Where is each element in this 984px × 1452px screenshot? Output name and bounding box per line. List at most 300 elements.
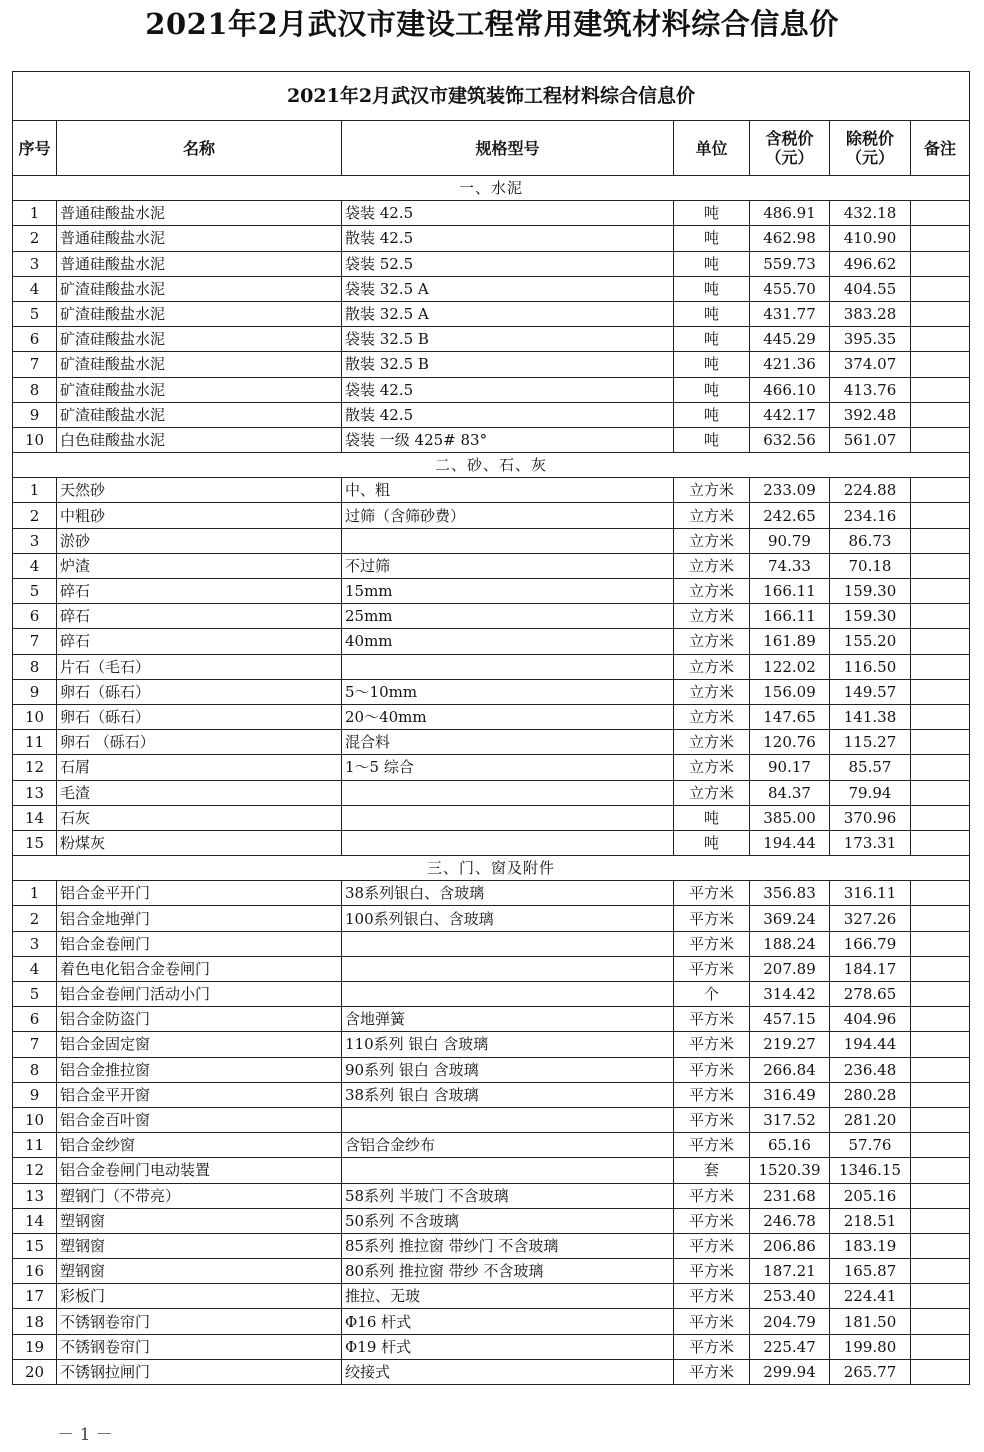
cell-price-tax-incl: 314.42 xyxy=(750,982,830,1007)
table-row xyxy=(13,377,970,402)
table-row xyxy=(13,704,970,729)
cell-price-tax-incl: 90.17 xyxy=(750,755,830,780)
cell-name: 塑钢窗 xyxy=(57,1233,342,1258)
table-row xyxy=(13,830,970,855)
cell-price-tax-incl: 84.37 xyxy=(750,780,830,805)
cell-name: 普通硅酸盐水泥 xyxy=(57,251,342,276)
cell-unit: 立方米 xyxy=(674,579,750,604)
cell-remark xyxy=(911,427,970,452)
document-title: 2021年2月武汉市建设工程常用建筑材料综合信息价 xyxy=(145,7,839,41)
cell-spec: 85系列 推拉窗 带纱门 不含玻璃 xyxy=(342,1233,674,1258)
cell-remark xyxy=(911,1107,970,1132)
cell-spec: 袋装 42.5 xyxy=(342,377,674,402)
cell-price-tax-excl: 395.35 xyxy=(830,327,911,352)
cell-no: 6 xyxy=(13,1007,57,1032)
cell-unit: 平方米 xyxy=(674,1208,750,1233)
cell-price-tax-incl: 445.29 xyxy=(750,327,830,352)
section-header-row xyxy=(13,856,970,881)
cell-spec: 100系列银白、含玻璃 xyxy=(342,906,674,931)
cell-remark xyxy=(911,906,970,931)
cell-price-tax-excl: 194.44 xyxy=(830,1032,911,1057)
cell-no: 1 xyxy=(13,881,57,906)
cell-unit: 吨 xyxy=(674,377,750,402)
cell-name: 不锈钢拉闸门 xyxy=(57,1359,342,1384)
cell-price-tax-excl: 236.48 xyxy=(830,1057,911,1082)
cell-price-tax-excl: 234.16 xyxy=(830,503,911,528)
cell-no: 12 xyxy=(13,755,57,780)
table-row xyxy=(13,1158,970,1183)
cell-spec: 含铝合金纱布 xyxy=(342,1133,674,1158)
cell-spec: 38系列 银白 含玻璃 xyxy=(342,1082,674,1107)
cell-name: 天然砂 xyxy=(57,478,342,503)
cell-unit: 平方米 xyxy=(674,1259,750,1284)
cell-price-tax-excl: 327.26 xyxy=(830,906,911,931)
cell-spec: 25mm xyxy=(342,604,674,629)
cell-name: 卵石（砾石） xyxy=(57,704,342,729)
cell-price-tax-incl: 219.27 xyxy=(750,1032,830,1057)
cell-remark xyxy=(911,881,970,906)
cell-name: 炉渣 xyxy=(57,553,342,578)
table-row xyxy=(13,629,970,654)
cell-price-tax-excl: 561.07 xyxy=(830,427,911,452)
cell-price-tax-incl: 421.36 xyxy=(750,352,830,377)
cell-price-tax-excl: 224.88 xyxy=(830,478,911,503)
cell-remark xyxy=(911,730,970,755)
cell-no: 7 xyxy=(13,352,57,377)
cell-remark xyxy=(911,528,970,553)
table-row xyxy=(13,276,970,301)
cell-no: 4 xyxy=(13,956,57,981)
cell-remark xyxy=(911,1233,970,1258)
table-row xyxy=(13,427,970,452)
cell-no: 14 xyxy=(13,1208,57,1233)
cell-no: 16 xyxy=(13,1259,57,1284)
cell-remark xyxy=(911,956,970,981)
cell-name: 铝合金纱窗 xyxy=(57,1133,342,1158)
cell-price-tax-excl: 496.62 xyxy=(830,251,911,276)
table-row xyxy=(13,755,970,780)
cell-spec: 80系列 推拉窗 带纱 不含玻璃 xyxy=(342,1259,674,1284)
cell-price-tax-excl: 1346.15 xyxy=(830,1158,911,1183)
cell-no: 8 xyxy=(13,654,57,679)
cell-price-tax-excl: 374.07 xyxy=(830,352,911,377)
cell-price-tax-excl: 57.76 xyxy=(830,1133,911,1158)
cell-name: 卵石 （砾石） xyxy=(57,730,342,755)
cell-name: 矿渣硅酸盐水泥 xyxy=(57,276,342,301)
cell-price-tax-excl: 410.90 xyxy=(830,226,911,251)
cell-name: 淤砂 xyxy=(57,528,342,553)
table-row xyxy=(13,579,970,604)
cell-spec: 袋装 32.5 B xyxy=(342,327,674,352)
table-row xyxy=(13,982,970,1007)
cell-remark xyxy=(911,704,970,729)
table-row xyxy=(13,1082,970,1107)
cell-unit: 立方米 xyxy=(674,503,750,528)
cell-price-tax-incl: 161.89 xyxy=(750,629,830,654)
cell-unit: 吨 xyxy=(674,301,750,326)
cell-name: 铝合金卷闸门活动小门 xyxy=(57,982,342,1007)
cell-remark xyxy=(911,629,970,654)
cell-spec: 15mm xyxy=(342,579,674,604)
table-caption: 2021年2月武汉市建筑装饰工程材料综合信息价 xyxy=(13,72,970,121)
cell-price-tax-excl: 70.18 xyxy=(830,553,911,578)
cell-price-tax-incl: 207.89 xyxy=(750,956,830,981)
cell-unit: 平方米 xyxy=(674,1309,750,1334)
cell-name: 铝合金平开门 xyxy=(57,881,342,906)
cell-unit: 平方米 xyxy=(674,1133,750,1158)
table-row xyxy=(13,478,970,503)
cell-unit: 平方米 xyxy=(674,1183,750,1208)
cell-unit: 平方米 xyxy=(674,931,750,956)
cell-spec: 过筛（含筛砂费） xyxy=(342,503,674,528)
cell-unit: 立方米 xyxy=(674,528,750,553)
cell-name: 中粗砂 xyxy=(57,503,342,528)
cell-price-tax-excl: 155.20 xyxy=(830,629,911,654)
header-unit: 单位 xyxy=(674,121,750,176)
cell-name: 碎石 xyxy=(57,629,342,654)
cell-no: 8 xyxy=(13,1057,57,1082)
cell-price-tax-excl: 392.48 xyxy=(830,402,911,427)
cell-remark xyxy=(911,579,970,604)
table-row xyxy=(13,1233,970,1258)
cell-spec: 58系列 半玻门 不含玻璃 xyxy=(342,1183,674,1208)
cell-price-tax-excl: 116.50 xyxy=(830,654,911,679)
cell-unit: 平方米 xyxy=(674,1057,750,1082)
cell-spec: 袋装 52.5 xyxy=(342,251,674,276)
cell-name: 着色电化铝合金卷闸门 xyxy=(57,956,342,981)
cell-no: 2 xyxy=(13,503,57,528)
cell-price-tax-excl: 281.20 xyxy=(830,1107,911,1132)
cell-spec: 袋装 32.5 A xyxy=(342,276,674,301)
cell-no: 1 xyxy=(13,478,57,503)
cell-price-tax-excl: 280.28 xyxy=(830,1082,911,1107)
cell-price-tax-incl: 431.77 xyxy=(750,301,830,326)
cell-spec: 20～40mm xyxy=(342,704,674,729)
section-title: 三、门、窗及附件 xyxy=(13,856,970,881)
cell-remark xyxy=(911,1133,970,1158)
cell-no: 6 xyxy=(13,604,57,629)
table-row xyxy=(13,1284,970,1309)
cell-spec: 中、粗 xyxy=(342,478,674,503)
cell-remark xyxy=(911,1057,970,1082)
cell-price-tax-incl: 486.91 xyxy=(750,201,830,226)
table-row xyxy=(13,1057,970,1082)
cell-name: 塑钢门（不带亮） xyxy=(57,1183,342,1208)
cell-unit: 平方米 xyxy=(674,1359,750,1384)
cell-spec: 1～5 综合 xyxy=(342,755,674,780)
cell-no: 1 xyxy=(13,201,57,226)
cell-remark xyxy=(911,478,970,503)
cell-no: 12 xyxy=(13,1158,57,1183)
cell-remark xyxy=(911,1208,970,1233)
table-row xyxy=(13,251,970,276)
cell-price-tax-incl: 188.24 xyxy=(750,931,830,956)
table-row xyxy=(13,956,970,981)
cell-no: 15 xyxy=(13,1233,57,1258)
cell-name: 白色硅酸盐水泥 xyxy=(57,427,342,452)
cell-no: 17 xyxy=(13,1284,57,1309)
table-row xyxy=(13,1359,970,1384)
cell-price-tax-incl: 316.49 xyxy=(750,1082,830,1107)
cell-no: 11 xyxy=(13,1133,57,1158)
cell-spec: 90系列 银白 含玻璃 xyxy=(342,1057,674,1082)
cell-price-tax-incl: 65.16 xyxy=(750,1133,830,1158)
cell-spec xyxy=(342,528,674,553)
cell-price-tax-incl: 225.47 xyxy=(750,1334,830,1359)
cell-price-tax-incl: 156.09 xyxy=(750,679,830,704)
cell-remark xyxy=(911,931,970,956)
cell-price-tax-excl: 383.28 xyxy=(830,301,911,326)
cell-price-tax-incl: 559.73 xyxy=(750,251,830,276)
cell-name: 毛渣 xyxy=(57,780,342,805)
cell-unit: 立方米 xyxy=(674,604,750,629)
cell-spec: 110系列 银白 含玻璃 xyxy=(342,1032,674,1057)
cell-price-tax-excl: 199.80 xyxy=(830,1334,911,1359)
cell-unit: 平方米 xyxy=(674,956,750,981)
cell-unit: 吨 xyxy=(674,251,750,276)
cell-price-tax-excl: 370.96 xyxy=(830,805,911,830)
table-row xyxy=(13,301,970,326)
table-row xyxy=(13,730,970,755)
cell-name: 矿渣硅酸盐水泥 xyxy=(57,301,342,326)
cell-name: 矿渣硅酸盐水泥 xyxy=(57,327,342,352)
cell-name: 铝合金百叶窗 xyxy=(57,1107,342,1132)
cell-unit: 吨 xyxy=(674,427,750,452)
header-no: 序号 xyxy=(13,121,57,176)
cell-unit: 个 xyxy=(674,982,750,1007)
table-row xyxy=(13,1309,970,1334)
cell-spec xyxy=(342,654,674,679)
cell-name: 铝合金地弹门 xyxy=(57,906,342,931)
cell-spec: 混合料 xyxy=(342,730,674,755)
cell-spec xyxy=(342,1107,674,1132)
cell-remark xyxy=(911,1082,970,1107)
cell-unit: 立方米 xyxy=(674,730,750,755)
cell-price-tax-excl: 183.19 xyxy=(830,1233,911,1258)
cell-price-tax-excl: 184.17 xyxy=(830,956,911,981)
cell-spec: 5～10mm xyxy=(342,679,674,704)
cell-unit: 平方米 xyxy=(674,1032,750,1057)
table-row xyxy=(13,931,970,956)
cell-price-tax-excl: 224.41 xyxy=(830,1284,911,1309)
cell-no: 2 xyxy=(13,226,57,251)
table-row xyxy=(13,1032,970,1057)
table-row xyxy=(13,1183,970,1208)
cell-name: 普通硅酸盐水泥 xyxy=(57,201,342,226)
cell-price-tax-incl: 147.65 xyxy=(750,704,830,729)
cell-price-tax-incl: 194.44 xyxy=(750,830,830,855)
cell-remark xyxy=(911,982,970,1007)
cell-price-tax-excl: 141.38 xyxy=(830,704,911,729)
cell-name: 不锈钢卷帘门 xyxy=(57,1309,342,1334)
cell-spec xyxy=(342,982,674,1007)
cell-name: 石灰 xyxy=(57,805,342,830)
cell-remark xyxy=(911,1158,970,1183)
cell-price-tax-excl: 413.76 xyxy=(830,377,911,402)
table-row xyxy=(13,402,970,427)
cell-spec: 绞接式 xyxy=(342,1359,674,1384)
table-row xyxy=(13,352,970,377)
cell-no: 13 xyxy=(13,1183,57,1208)
cell-name: 不锈钢卷帘门 xyxy=(57,1334,342,1359)
cell-price-tax-excl: 166.79 xyxy=(830,931,911,956)
cell-price-tax-incl: 356.83 xyxy=(750,881,830,906)
cell-spec xyxy=(342,1158,674,1183)
cell-price-tax-incl: 187.21 xyxy=(750,1259,830,1284)
cell-name: 铝合金固定窗 xyxy=(57,1032,342,1057)
cell-remark xyxy=(911,251,970,276)
cell-no: 10 xyxy=(13,1107,57,1132)
cell-spec xyxy=(342,805,674,830)
cell-unit: 吨 xyxy=(674,352,750,377)
cell-price-tax-incl: 246.78 xyxy=(750,1208,830,1233)
cell-remark xyxy=(911,276,970,301)
cell-unit: 立方米 xyxy=(674,654,750,679)
cell-price-tax-excl: 149.57 xyxy=(830,679,911,704)
cell-unit: 平方米 xyxy=(674,1007,750,1032)
cell-price-tax-excl: 115.27 xyxy=(830,730,911,755)
cell-spec xyxy=(342,780,674,805)
cell-remark xyxy=(911,1334,970,1359)
cell-unit: 立方米 xyxy=(674,704,750,729)
table-row xyxy=(13,1208,970,1233)
table-row xyxy=(13,1334,970,1359)
cell-no: 9 xyxy=(13,1082,57,1107)
cell-spec: 推拉、无玻 xyxy=(342,1284,674,1309)
table-row xyxy=(13,226,970,251)
section-header-row xyxy=(13,453,970,478)
cell-name: 塑钢窗 xyxy=(57,1208,342,1233)
cell-spec xyxy=(342,931,674,956)
cell-price-tax-incl: 166.11 xyxy=(750,604,830,629)
cell-no: 11 xyxy=(13,730,57,755)
cell-spec: Φ19 杆式 xyxy=(342,1334,674,1359)
cell-price-tax-incl: 266.84 xyxy=(750,1057,830,1082)
cell-remark xyxy=(911,1183,970,1208)
cell-name: 铝合金卷闸门电动装置 xyxy=(57,1158,342,1183)
cell-remark xyxy=(911,226,970,251)
cell-price-tax-incl: 1520.39 xyxy=(750,1158,830,1183)
cell-price-tax-excl: 404.96 xyxy=(830,1007,911,1032)
table-row xyxy=(13,906,970,931)
cell-unit: 立方米 xyxy=(674,629,750,654)
cell-price-tax-excl: 85.57 xyxy=(830,755,911,780)
cell-no: 4 xyxy=(13,553,57,578)
page-number: － 1 － xyxy=(57,1425,113,1445)
table-row xyxy=(13,528,970,553)
table-row xyxy=(13,679,970,704)
cell-name: 塑钢窗 xyxy=(57,1259,342,1284)
cell-no: 7 xyxy=(13,629,57,654)
cell-no: 9 xyxy=(13,402,57,427)
cell-price-tax-excl: 181.50 xyxy=(830,1309,911,1334)
table-row xyxy=(13,553,970,578)
cell-price-tax-incl: 317.52 xyxy=(750,1107,830,1132)
cell-price-tax-incl: 632.56 xyxy=(750,427,830,452)
cell-remark xyxy=(911,377,970,402)
section-title: 一、水泥 xyxy=(13,176,970,201)
header-price-tax-excl: 除税价 （元） xyxy=(830,121,911,176)
cell-price-tax-incl: 385.00 xyxy=(750,805,830,830)
table-row xyxy=(13,1107,970,1132)
cell-price-tax-excl: 86.73 xyxy=(830,528,911,553)
table-row xyxy=(13,1007,970,1032)
cell-unit: 吨 xyxy=(674,276,750,301)
cell-name: 矿渣硅酸盐水泥 xyxy=(57,377,342,402)
cell-price-tax-incl: 442.17 xyxy=(750,402,830,427)
cell-name: 片石（毛石） xyxy=(57,654,342,679)
cell-no: 18 xyxy=(13,1309,57,1334)
cell-spec: 40mm xyxy=(342,629,674,654)
cell-remark xyxy=(911,654,970,679)
cell-spec: 散装 42.5 xyxy=(342,226,674,251)
cell-remark xyxy=(911,503,970,528)
cell-remark xyxy=(911,301,970,326)
header-name: 名称 xyxy=(57,121,342,176)
cell-unit: 吨 xyxy=(674,226,750,251)
cell-remark xyxy=(911,830,970,855)
cell-no: 3 xyxy=(13,528,57,553)
table-row xyxy=(13,327,970,352)
cell-price-tax-incl: 233.09 xyxy=(750,478,830,503)
cell-unit: 立方米 xyxy=(674,679,750,704)
cell-unit: 平方米 xyxy=(674,881,750,906)
cell-unit: 平方米 xyxy=(674,1334,750,1359)
cell-remark xyxy=(911,201,970,226)
cell-no: 4 xyxy=(13,276,57,301)
cell-price-tax-excl: 79.94 xyxy=(830,780,911,805)
table-row xyxy=(13,881,970,906)
cell-price-tax-incl: 204.79 xyxy=(750,1309,830,1334)
cell-spec: 50系列 不含玻璃 xyxy=(342,1208,674,1233)
cell-no: 19 xyxy=(13,1334,57,1359)
cell-remark xyxy=(911,1284,970,1309)
cell-spec: 含地弹簧 xyxy=(342,1007,674,1032)
cell-no: 2 xyxy=(13,906,57,931)
cell-spec: 散装 32.5 B xyxy=(342,352,674,377)
cell-no: 9 xyxy=(13,679,57,704)
cell-price-tax-incl: 242.65 xyxy=(750,503,830,528)
cell-unit: 吨 xyxy=(674,201,750,226)
cell-price-tax-incl: 253.40 xyxy=(750,1284,830,1309)
cell-remark xyxy=(911,1007,970,1032)
cell-price-tax-incl: 120.76 xyxy=(750,730,830,755)
cell-remark xyxy=(911,755,970,780)
cell-price-tax-excl: 205.16 xyxy=(830,1183,911,1208)
table-row xyxy=(13,503,970,528)
cell-name: 粉煤灰 xyxy=(57,830,342,855)
cell-unit: 立方米 xyxy=(674,478,750,503)
cell-name: 彩板门 xyxy=(57,1284,342,1309)
cell-remark xyxy=(911,1259,970,1284)
cell-price-tax-incl: 206.86 xyxy=(750,1233,830,1258)
cell-no: 5 xyxy=(13,579,57,604)
cell-price-tax-incl: 466.10 xyxy=(750,377,830,402)
cell-name: 铝合金平开窗 xyxy=(57,1082,342,1107)
table-row xyxy=(13,654,970,679)
table-row xyxy=(13,780,970,805)
cell-unit: 吨 xyxy=(674,805,750,830)
cell-no: 13 xyxy=(13,780,57,805)
cell-spec: 不过筛 xyxy=(342,553,674,578)
cell-name: 卵石（砾石） xyxy=(57,679,342,704)
table-row xyxy=(13,604,970,629)
cell-spec: 散装 32.5 A xyxy=(342,301,674,326)
cell-remark xyxy=(911,553,970,578)
cell-price-tax-excl: 404.55 xyxy=(830,276,911,301)
cell-no: 10 xyxy=(13,704,57,729)
cell-name: 石屑 xyxy=(57,755,342,780)
